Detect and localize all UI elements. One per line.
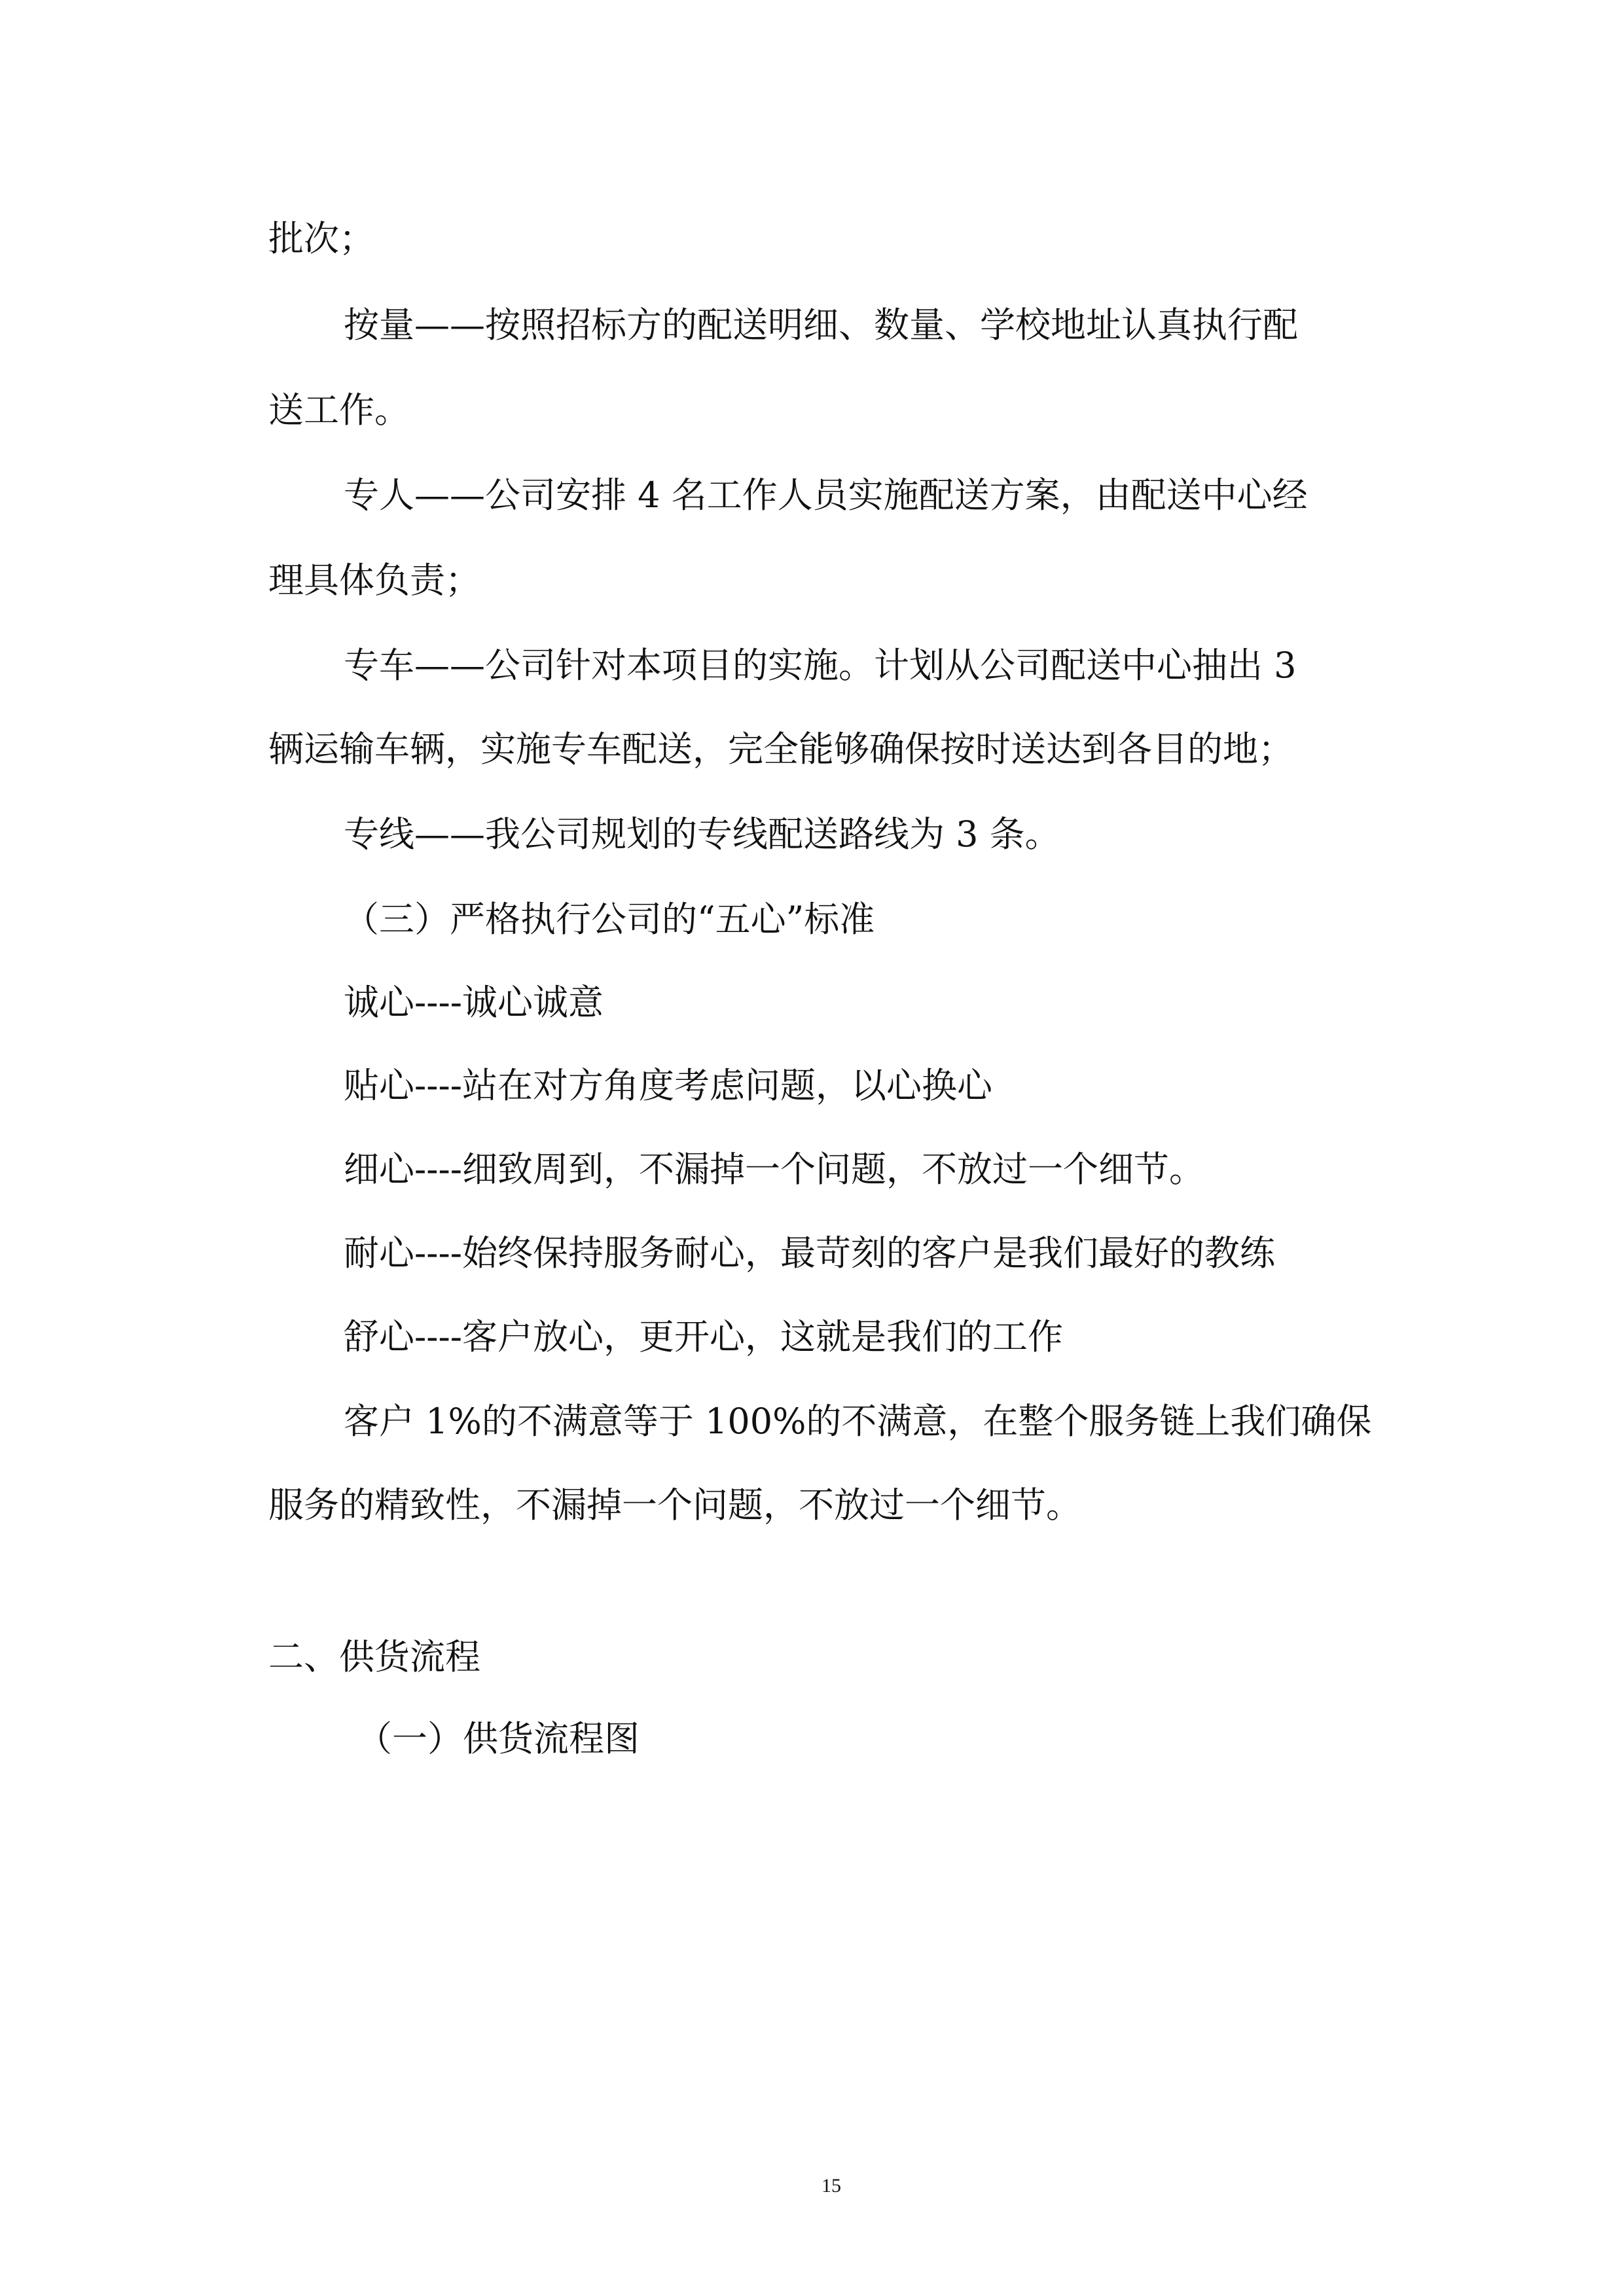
text-line-customer-satisfaction: 客户 1%的不满意等于 100%的不满意，在整个服务链上我们确保 — [344, 1401, 1372, 1442]
page-number: 15 — [821, 2175, 841, 2197]
section-heading-five-hearts: （三）严格执行公司的“五心”标准 — [344, 899, 875, 940]
text-line-dedicated-route: 专线——我公司规划的专线配送路线为 3 条。 — [344, 814, 1060, 855]
text-line-batch: 批次； — [268, 218, 374, 259]
text-line-delivery-work: 送工作。 — [268, 389, 410, 431]
text-line-vehicle-delivery: 辆运输车辆，实施专车配送，完全能够确保按时送达到各目的地； — [268, 728, 1293, 770]
text-line-sincerity: 诚心----诚心诚意 — [344, 982, 604, 1023]
text-line-careful: 细心----细致周到，不漏掉一个问题，不放过一个细节。 — [344, 1149, 1204, 1190]
text-line-considerate: 贴心----站在对方角度考虑问题，以心换心 — [344, 1065, 992, 1106]
text-line-comfort: 舒心----客户放心，更开心，这就是我们的工作 — [344, 1316, 1063, 1357]
text-line-dedicated-vehicles: 专车——公司针对本项目的实施。计划从公司配送中心抽出 3 — [344, 645, 1297, 686]
section-heading-supply-process: 二、供货流程 — [268, 1636, 480, 1677]
text-line-by-quantity: 按量——按照招标方的配送明细、数量、学校地址认真执行配 — [344, 304, 1298, 346]
subsection-heading-flowchart: （一）供货流程图 — [357, 1718, 640, 1759]
text-line-patience: 耐心----始终保持服务耐心，最苛刻的客户是我们最好的教练 — [344, 1232, 1275, 1274]
text-line-manager-responsible: 理具体负责； — [268, 560, 480, 601]
text-line-service-detail: 服务的精致性，不漏掉一个问题，不放过一个细节。 — [268, 1484, 1081, 1526]
text-line-dedicated-staff: 专人——公司安排 4 名工作人员实施配送方案，由配送中心经 — [344, 475, 1308, 516]
